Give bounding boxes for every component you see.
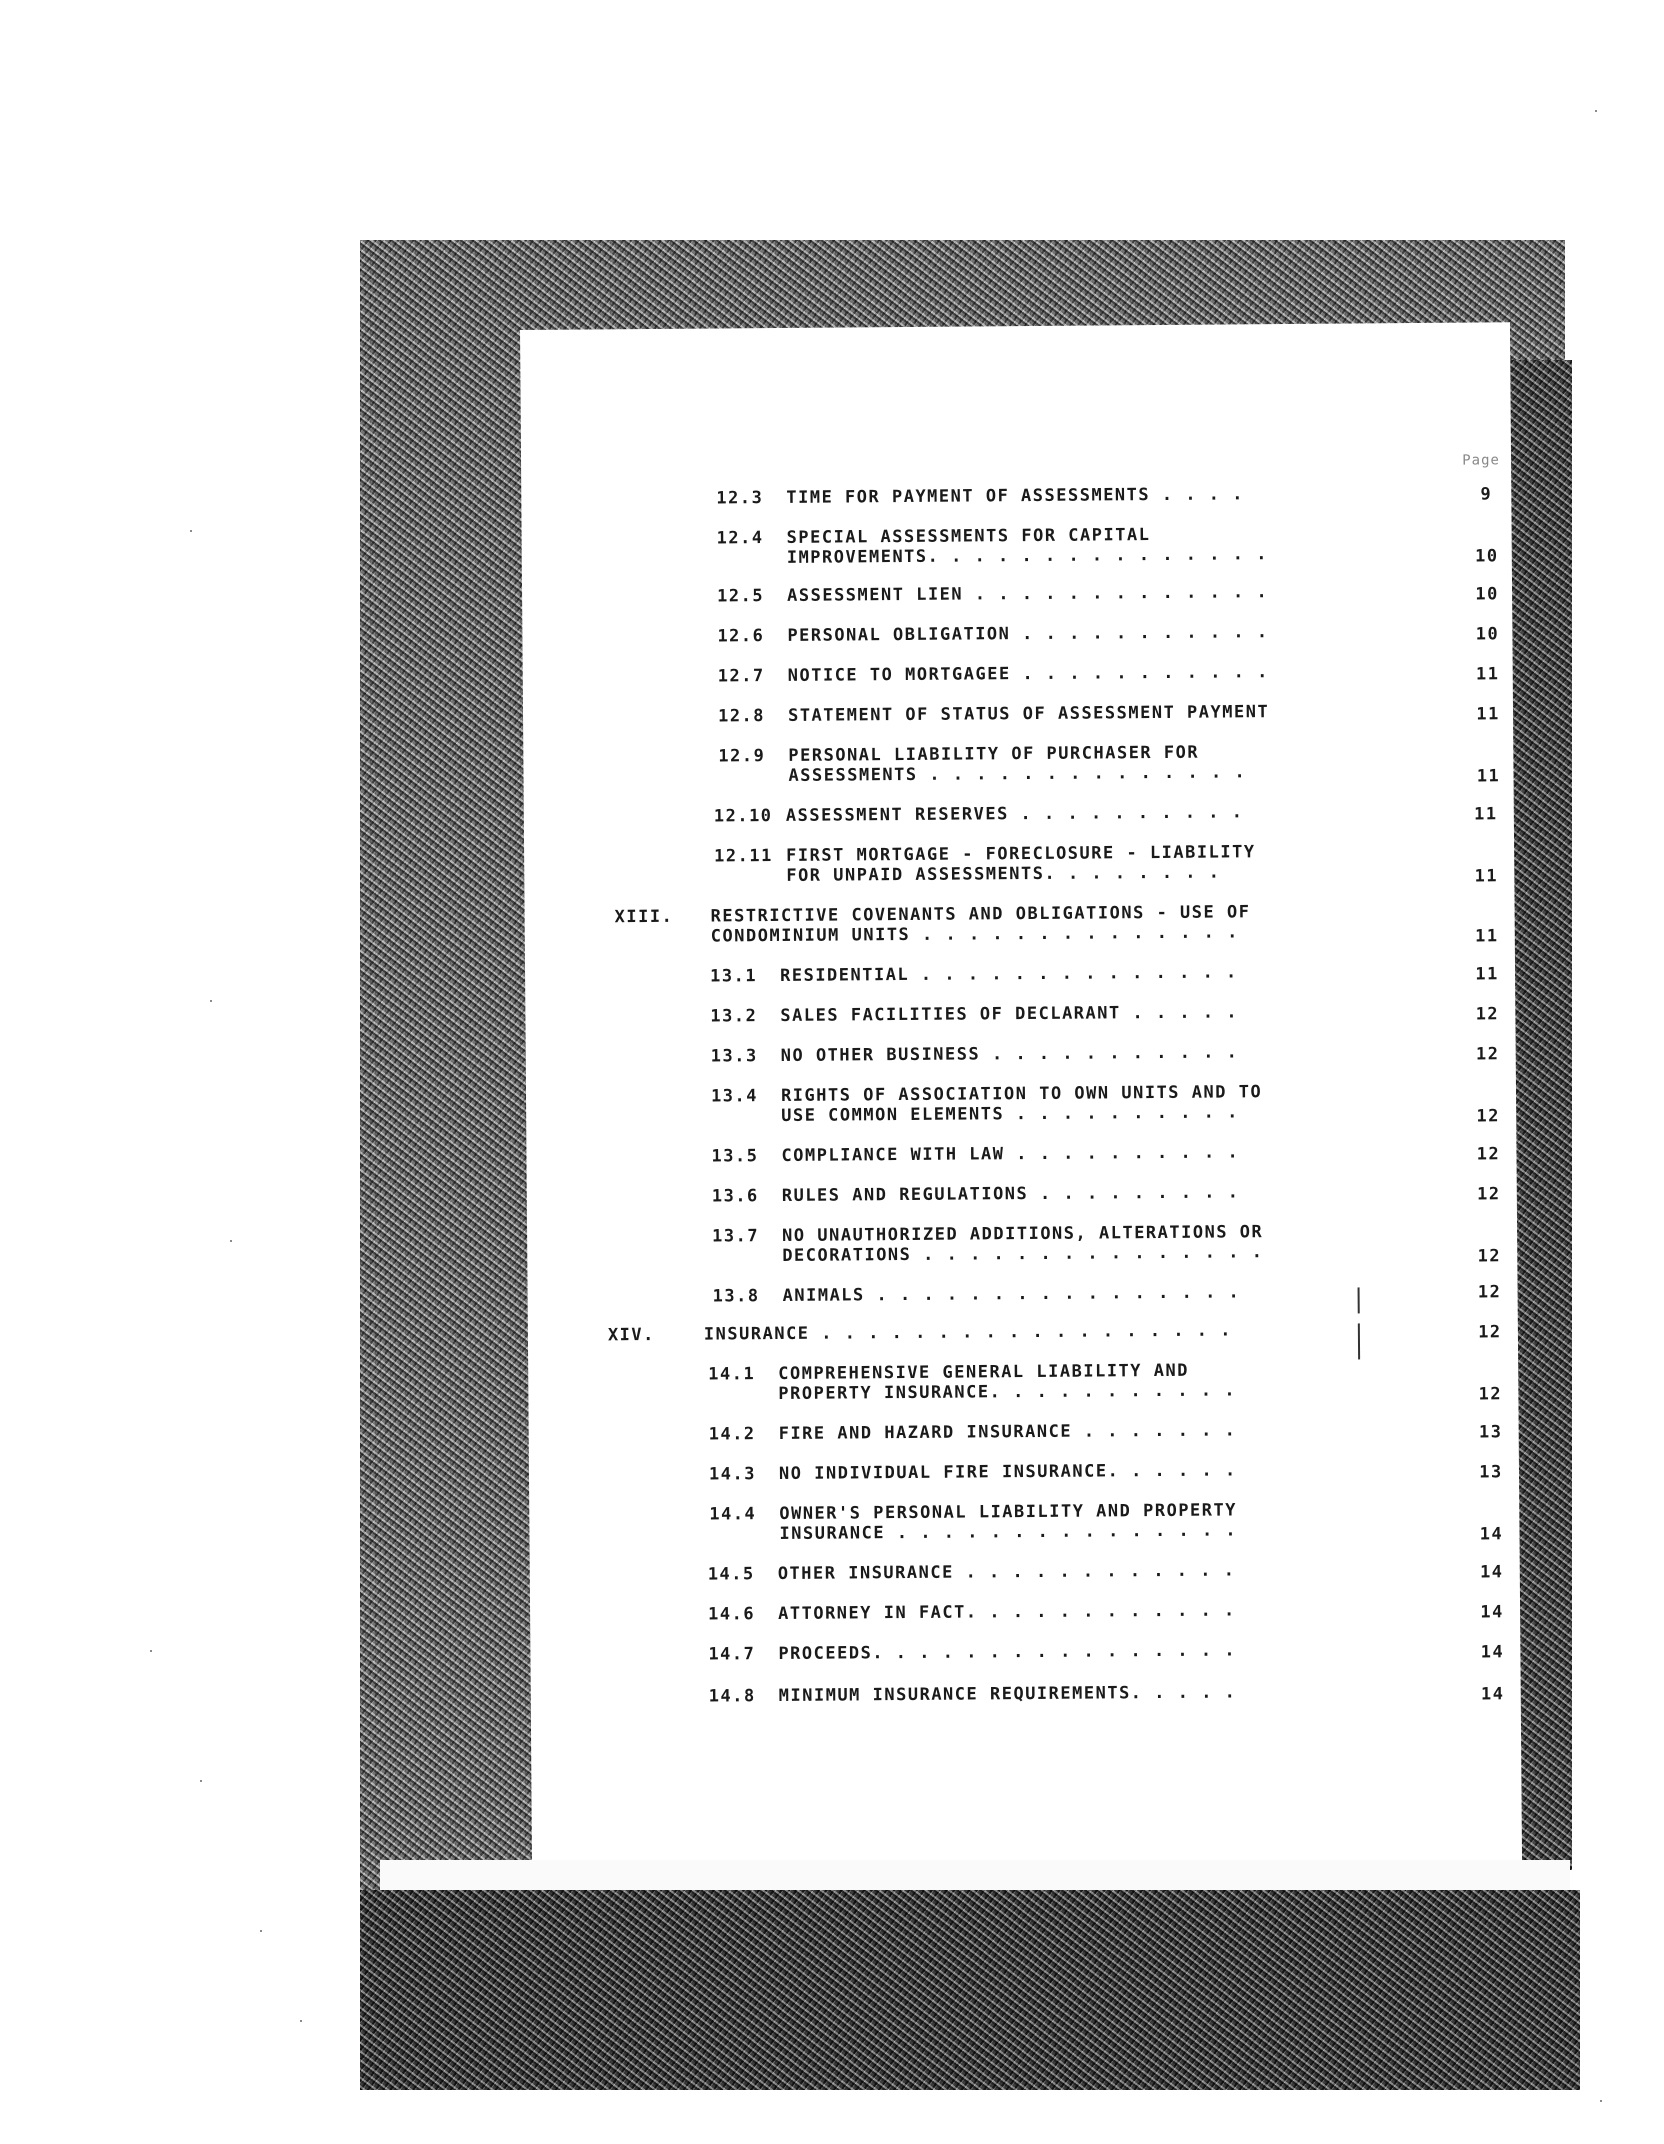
toc-entry-page: 10 [1475, 584, 1499, 605]
toc-entry-page: 9 [1480, 484, 1493, 505]
toc-entry-number: 13.8 [712, 1286, 760, 1307]
toc-entry-page: 14 [1480, 1602, 1504, 1623]
toc-entry-title: COMPREHENSIVE GENERAL LIABILITY AND PROPERTY INSURANCE. . . . . . . . . . . [778, 1360, 1237, 1405]
toc-entry-title: COMPLIANCE WITH LAW . . . . . . . . . . [781, 1142, 1240, 1166]
toc-entry-title: OTHER INSURANCE . . . . . . . . . . . . [777, 1560, 1236, 1585]
toc-entry-number: 12.7 [717, 666, 765, 687]
toc-entry-number: 14.4 [709, 1504, 757, 1525]
toc-entry-title: MINIMUM INSURANCE REQUIREMENTS. . . . . [778, 1682, 1237, 1707]
toc-entry-number: 12.10 [713, 806, 773, 827]
toc-entry-page: 12 [1475, 1004, 1500, 1025]
toc-entry-page: 12 [1476, 1184, 1501, 1205]
toc-entry-title: ASSESSMENT LIEN . . . . . . . . . . . . . [787, 582, 1269, 606]
toc-entry-page: 12 [1476, 1106, 1501, 1127]
toc-entry-number: 12.6 [717, 626, 765, 647]
toc-entry-page: 11 [1475, 964, 1499, 985]
toc-entry-title: PERSONAL OBLIGATION . . . . . . . . . . . [787, 622, 1269, 646]
page-column-header: Page [1462, 452, 1500, 469]
toc-entry-number: 12.4 [716, 528, 764, 549]
toc-entry-number: 13.5 [711, 1146, 759, 1167]
toc-entry-title: SPECIAL ASSESSMENTS FOR CAPITAL IMPROVEMENTS. . . . . . . . . . . . . . . [786, 525, 1269, 568]
toc-entry-page: 11 [1475, 664, 1500, 685]
toc-entry-title: PERSONAL LIABILITY OF PURCHASER FOR ASSESSMENTS . . . . . . . . . . . . . . [788, 742, 1247, 786]
toc-entry-page: 13 [1479, 1462, 1503, 1483]
toc-entry-number: 12.11 [714, 846, 773, 867]
toc-entry-title: ASSESSMENT RESERVES . . . . . . . . . . [785, 802, 1244, 826]
toc-entry-page: 11 [1474, 804, 1498, 825]
toc-entry-number: 13.6 [711, 1186, 759, 1207]
toc-entry-title: NO UNAUTHORIZED ADDITIONS, ALTERATIONS OR DECORATIONS . . . . . . . . . . . . . . . [782, 1222, 1264, 1266]
toc-entry-title: NO INDIVIDUAL FIRE INSURANCE. . . . . . [778, 1460, 1237, 1485]
toc-entry-14-8 [709, 1680, 1517, 1786]
toc-entry-number: 12.9 [718, 746, 766, 767]
toc-entry-title: SALES FACILITIES OF DECLARANT . . . . . [780, 1002, 1239, 1026]
margin-change-bar [1358, 1323, 1360, 1359]
toc-entry-number: 14.6 [708, 1604, 756, 1625]
toc-entry-number: 13.1 [710, 966, 758, 987]
toc-entry-title: RESIDENTIAL . . . . . . . . . . . . . . [780, 962, 1238, 986]
toc-section-title: INSURANCE . . . . . . . . . . . . . . . . . . [703, 1320, 1233, 1345]
toc-entry-page: 11 [1474, 866, 1499, 887]
toc-entry-page: 12 [1475, 1044, 1500, 1065]
toc-entry-number: 12.8 [717, 706, 766, 727]
toc-entry-page: 10 [1475, 624, 1500, 645]
toc-entry-title: NOTICE TO MORTGAGEE . . . . . . . . . . . [787, 662, 1269, 686]
toc-entry-number: 14.3 [708, 1464, 757, 1485]
toc-entry-page: 12 [1478, 1322, 1502, 1343]
toc-entry-page: 12 [1477, 1282, 1502, 1303]
toc-section-number: XIII. [614, 906, 674, 928]
toc-entry-page: 14 [1480, 1642, 1505, 1663]
toc-entry-number: 14.8 [708, 1686, 756, 1707]
toc-entry-page: 11 [1476, 704, 1500, 725]
toc-section-title: RESTRICTIVE COVENANTS AND OBLIGATIONS - USE OF CONDOMINIUM UNITS . . . . . . . . . . . . . . [710, 902, 1251, 947]
toc-entry-number: 13.2 [710, 1006, 758, 1027]
toc-entry-title: TIME FOR PAYMENT OF ASSESSMENTS . . . . [786, 484, 1245, 508]
toc-entry-page: 14 [1479, 1562, 1504, 1583]
toc-entry-number: 14.2 [708, 1424, 756, 1445]
toc-entry-title: OWNER'S PERSONAL LIABILITY AND PROPERTY INSURANCE . . . . . . . . . . . . . . . [779, 1500, 1238, 1544]
toc-entry-title: RIGHTS OF ASSOCIATION TO OWN UNITS AND TO USE COMMON ELEMENTS . . . . . . . . . . [780, 1082, 1263, 1126]
toc-entry-page: 13 [1478, 1422, 1503, 1443]
document-page [520, 322, 1522, 1890]
toc-entry-number: 13.4 [710, 1086, 759, 1107]
scan-frame-bottom-band [360, 1890, 1580, 2090]
toc-entry-title: FIRE AND HAZARD INSURANCE . . . . . . . [778, 1420, 1237, 1445]
toc-entry-number: 13.3 [710, 1046, 758, 1067]
table-of-contents [520, 322, 1522, 1890]
toc-entry-page: 14 [1480, 1684, 1505, 1705]
toc-entry-title: ANIMALS . . . . . . . . . . . . . . . . [782, 1282, 1241, 1306]
margin-change-bar [1358, 1287, 1360, 1313]
toc-entry-page: 12 [1476, 1144, 1501, 1165]
toc-entry-number: 13.7 [712, 1226, 760, 1247]
toc-entry-number: 12.3 [716, 488, 764, 509]
toc-entry-title: RULES AND REGULATIONS . . . . . . . . . [781, 1182, 1240, 1206]
toc-entry-title: STATEMENT OF STATUS OF ASSESSMENT PAYMENT [787, 702, 1270, 726]
toc-entry-title: FIRST MORTGAGE - FORECLOSURE - LIABILITY FOR UNPAID ASSESSMENTS. . . . . . . . [786, 842, 1256, 886]
toc-entry-title: PROCEEDS. . . . . . . . . . . . . . . . [778, 1640, 1237, 1665]
toc-entry-number: 12.5 [717, 586, 765, 607]
toc-entry-page: 11 [1474, 926, 1499, 947]
toc-entry-page: 10 [1474, 546, 1499, 567]
toc-entry-number: 14.5 [707, 1564, 755, 1585]
toc-entry-title: NO OTHER BUSINESS . . . . . . . . . . . [780, 1042, 1239, 1066]
toc-entry-title: ATTORNEY IN FACT. . . . . . . . . . . . [778, 1600, 1236, 1625]
toc-entry-number: 14.7 [708, 1644, 756, 1665]
toc-entry-page: 14 [1479, 1524, 1504, 1545]
toc-entry-page: 12 [1477, 1246, 1502, 1267]
scan-bottom-gap [380, 1860, 1570, 1890]
toc-entry-page: 11 [1476, 766, 1501, 787]
toc-entry-number: 14.1 [708, 1364, 756, 1385]
toc-section-number: XIV. [607, 1324, 655, 1346]
toc-entry-page: 12 [1478, 1384, 1503, 1405]
